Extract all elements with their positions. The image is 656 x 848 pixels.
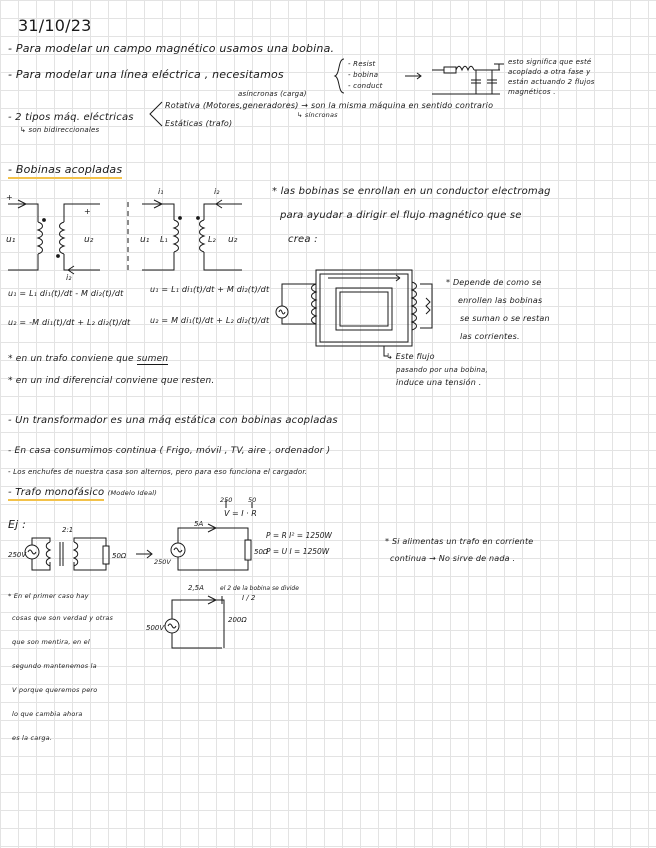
- v500-label: 500V: [146, 624, 165, 632]
- depends-note-2: enrollen las bobinas: [458, 296, 543, 305]
- top-num-50: 50: [248, 496, 257, 504]
- flux-note-1: ↳ Este flujo: [386, 352, 435, 361]
- bottom-note-4: segundo mantenemos la: [12, 662, 97, 670]
- depends-note-4: las corrientes.: [460, 332, 520, 341]
- bottom-note-3: que son mentira, en el: [12, 638, 90, 646]
- current-fraction: I / 2: [242, 594, 256, 602]
- coupled-coils-title: - Bobinas acopladas: [8, 163, 122, 176]
- page-date: 31/10/23: [18, 16, 92, 35]
- u2-label: u₂: [84, 235, 94, 245]
- trafo-sum-note: * en un trafo conviene que sumen: [8, 354, 169, 364]
- bottom-note-5: V porque queremos pero: [12, 686, 98, 694]
- u1-label: u₁: [6, 235, 16, 245]
- current-5a: 5A: [194, 520, 204, 528]
- diagram-divider: [126, 202, 130, 272]
- depends-note-1: * Depende de como se: [446, 278, 542, 287]
- machine-types-label: - 2 tipos máq. eléctricas: [8, 112, 134, 123]
- line-note-3: están actuando 2 flujos: [508, 78, 595, 86]
- intro-line-2: - Para modelar una línea eléctrica , necesitamos: [8, 68, 284, 81]
- brace-icon: [334, 58, 348, 94]
- transformer-core-diagram: [272, 264, 442, 360]
- brace-item-2: - bobina: [348, 71, 379, 79]
- example-circuit-3: [144, 578, 299, 658]
- coils-note-3: crea :: [288, 234, 318, 245]
- household-dc: - En casa consumimos continua ( Frigo, móvil , TV, aire , ordenador ): [8, 446, 331, 456]
- equation-4: u₂ = M di₁(t)/dt + L₂ di₂(t)/dt: [150, 316, 270, 325]
- intro-line-1: - Para modelar un campo magnético usamos una bobina.: [8, 42, 335, 55]
- power-formula-1: P = R I² = 1250W: [266, 531, 332, 540]
- dc-note-2: continua → No sirve de nada .: [390, 554, 516, 563]
- svg-text:+: +: [6, 193, 13, 202]
- line-model-circuit: [430, 62, 506, 96]
- coupled-coils-diagram-b: [138, 180, 250, 280]
- dc-note-1: * Si alimentas un trafo en corriente: [385, 537, 534, 546]
- top-num-250: 250: [220, 496, 233, 504]
- static-line: Estáticas (trafo): [165, 119, 233, 128]
- monophase-title: - Trafo monofásico (Modelo Ideal): [8, 487, 157, 498]
- svg-text:u₁: u₁: [140, 235, 150, 245]
- arrow-right-icon: [405, 72, 425, 80]
- line-note-1: esto significa que esté: [508, 58, 592, 66]
- example-circuit-2: [150, 494, 284, 576]
- differential-note: * en un ind diferencial conviene que resten.: [8, 376, 215, 386]
- example-circuit-1: [6, 510, 152, 578]
- i1-label: i₁: [158, 187, 164, 196]
- bottom-note-6: lo que cambia ahora: [12, 710, 83, 718]
- l1-label: L₁: [160, 235, 168, 244]
- depends-note-3: se suman o se restan: [460, 314, 550, 323]
- equation-2: u₂ = -M di₁(t)/dt + L₂ di₂(t)/dt: [8, 318, 131, 327]
- l2-label: L₂: [208, 235, 216, 244]
- brace-item-1: - Resist: [348, 60, 376, 68]
- line-note-4: magnéticos .: [508, 88, 556, 96]
- machine-types-sub: ↳ son bidireccionales: [20, 126, 100, 134]
- svg-text:+: +: [84, 207, 91, 216]
- example-label: Ej :: [8, 518, 27, 531]
- coupled-coils-diagram-a: [4, 193, 104, 282]
- bracket-icon: [148, 100, 164, 128]
- rotativa-line: Rotativa (Motores,generadores) → son la misma máquina en sentido contrario: [165, 101, 494, 110]
- i2-label-a: i₂: [66, 273, 72, 282]
- brace-item-3: - conduct: [348, 82, 383, 90]
- rotativa-sub: ↳ síncronas: [297, 111, 338, 119]
- line-note-2: acoplado a otra fase y: [508, 68, 591, 76]
- flux-note-2: pasando por una bobina,: [396, 366, 488, 374]
- coils-note-2: para ayudar a dirigir el flujo magnético que se: [280, 210, 522, 221]
- current-25a: 2,5A: [188, 584, 204, 592]
- ratio-label: 2:1: [62, 526, 74, 534]
- flux-note-3: induce una tensión .: [396, 378, 482, 387]
- power-formulas: [266, 528, 356, 558]
- ohm-law: V = I · R: [224, 509, 257, 518]
- v250-label-a: 250V: [8, 551, 27, 559]
- r200-label: 200Ω: [228, 616, 247, 624]
- rotativa-top-note: asíncronas (carga): [238, 90, 307, 98]
- svg-text:50Ω: 50Ω: [254, 548, 269, 556]
- current-note: el 2 de la bobina se divide: [220, 585, 299, 592]
- bottom-note-1: * En el primer caso hay: [8, 592, 89, 600]
- household-ac: - Los enchufes de nuestra casa son alternos, pero para eso funciona el cargador.: [8, 468, 308, 476]
- equation-3: u₁ = L₁ di₁(t)/dt + M di₂(t)/dt: [150, 285, 270, 294]
- i2-label-b: i₂: [214, 187, 220, 196]
- r50-label-a: 50Ω: [112, 552, 127, 560]
- svg-text:250V: 250V: [154, 558, 171, 566]
- equation-1: u₁ = L₁ di₁(t)/dt - M di₂(t)/dt: [8, 289, 124, 298]
- bottom-note-7: es la carga.: [12, 734, 53, 742]
- svg-text:u₂: u₂: [228, 235, 238, 245]
- power-formula-2: P = U I = 1250W: [266, 547, 330, 556]
- bottom-note-2: cosas que son verdad y otras: [12, 614, 114, 622]
- coils-note-1: * las bobinas se enrollan en un conductor electromag: [272, 186, 551, 197]
- transformer-def: - Un transformador es una máq estática con bobinas acopladas: [8, 415, 338, 426]
